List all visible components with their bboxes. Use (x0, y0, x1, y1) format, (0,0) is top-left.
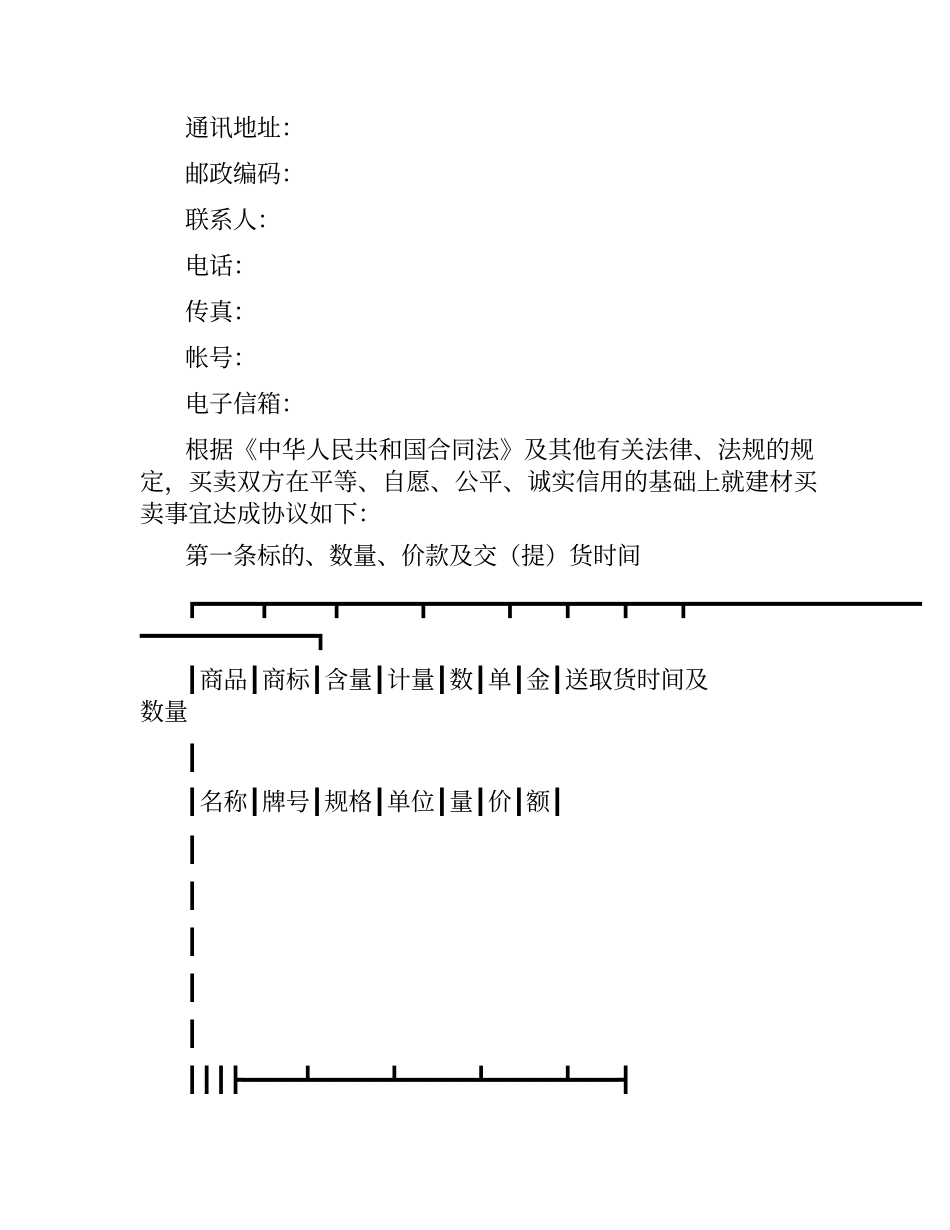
table-row-bar: ┃ (185, 928, 200, 956)
table-row-bar: ┃ (185, 744, 200, 772)
contact-postcode-label: 邮政编码： (185, 160, 305, 188)
table-header-row-2: ┃名称┃牌号┃规格┃单位┃量┃价┃额┃ (185, 788, 565, 816)
table-top-border-wrap: ━━━━━━━━━━━━┓ (140, 622, 328, 650)
contact-phone-label: 电话： (185, 252, 257, 280)
table-top-border: ┏━━━━┳━━━━┳━━━━━┳━━━━━┳━━━┳━━━┳━━━┳━━━━━━━━━━━━━━━━ (185, 590, 922, 618)
table-row-bar: ┃ (185, 836, 200, 864)
contact-address-label: 通讯地址： (185, 114, 305, 142)
contact-fax-label: 传真： (185, 298, 257, 326)
table-bottom-row: ┃┃┃┣━━━━┻━━━━━┻━━━━━┻━━━━━┻━━━┫ (185, 1066, 633, 1094)
table-row-bar: ┃ (185, 882, 200, 910)
table-header-row-1-wrap: 数量 (140, 698, 188, 726)
table-row-bar: ┃ (185, 1020, 200, 1048)
article-one-heading: 第一条标的、数量、价款及交（提）货时间 (185, 542, 641, 570)
contact-email-label: 电子信箱： (185, 390, 305, 418)
table-header-row-1: ┃商品┃商标┃含量┃计量┃数┃单┃金┃送取货时间及 (185, 666, 709, 694)
contact-account-label: 帐号： (185, 344, 257, 372)
contact-person-label: 联系人： (185, 206, 281, 234)
intro-paragraph: 根据《中华人民共和国合同法》及其他有关法律、法规的规定，买卖双方在平等、自愿、公平、诚实信用的基础上就建材买卖事宜达成协议如下： (140, 436, 818, 528)
table-row-bar: ┃ (185, 974, 200, 1002)
